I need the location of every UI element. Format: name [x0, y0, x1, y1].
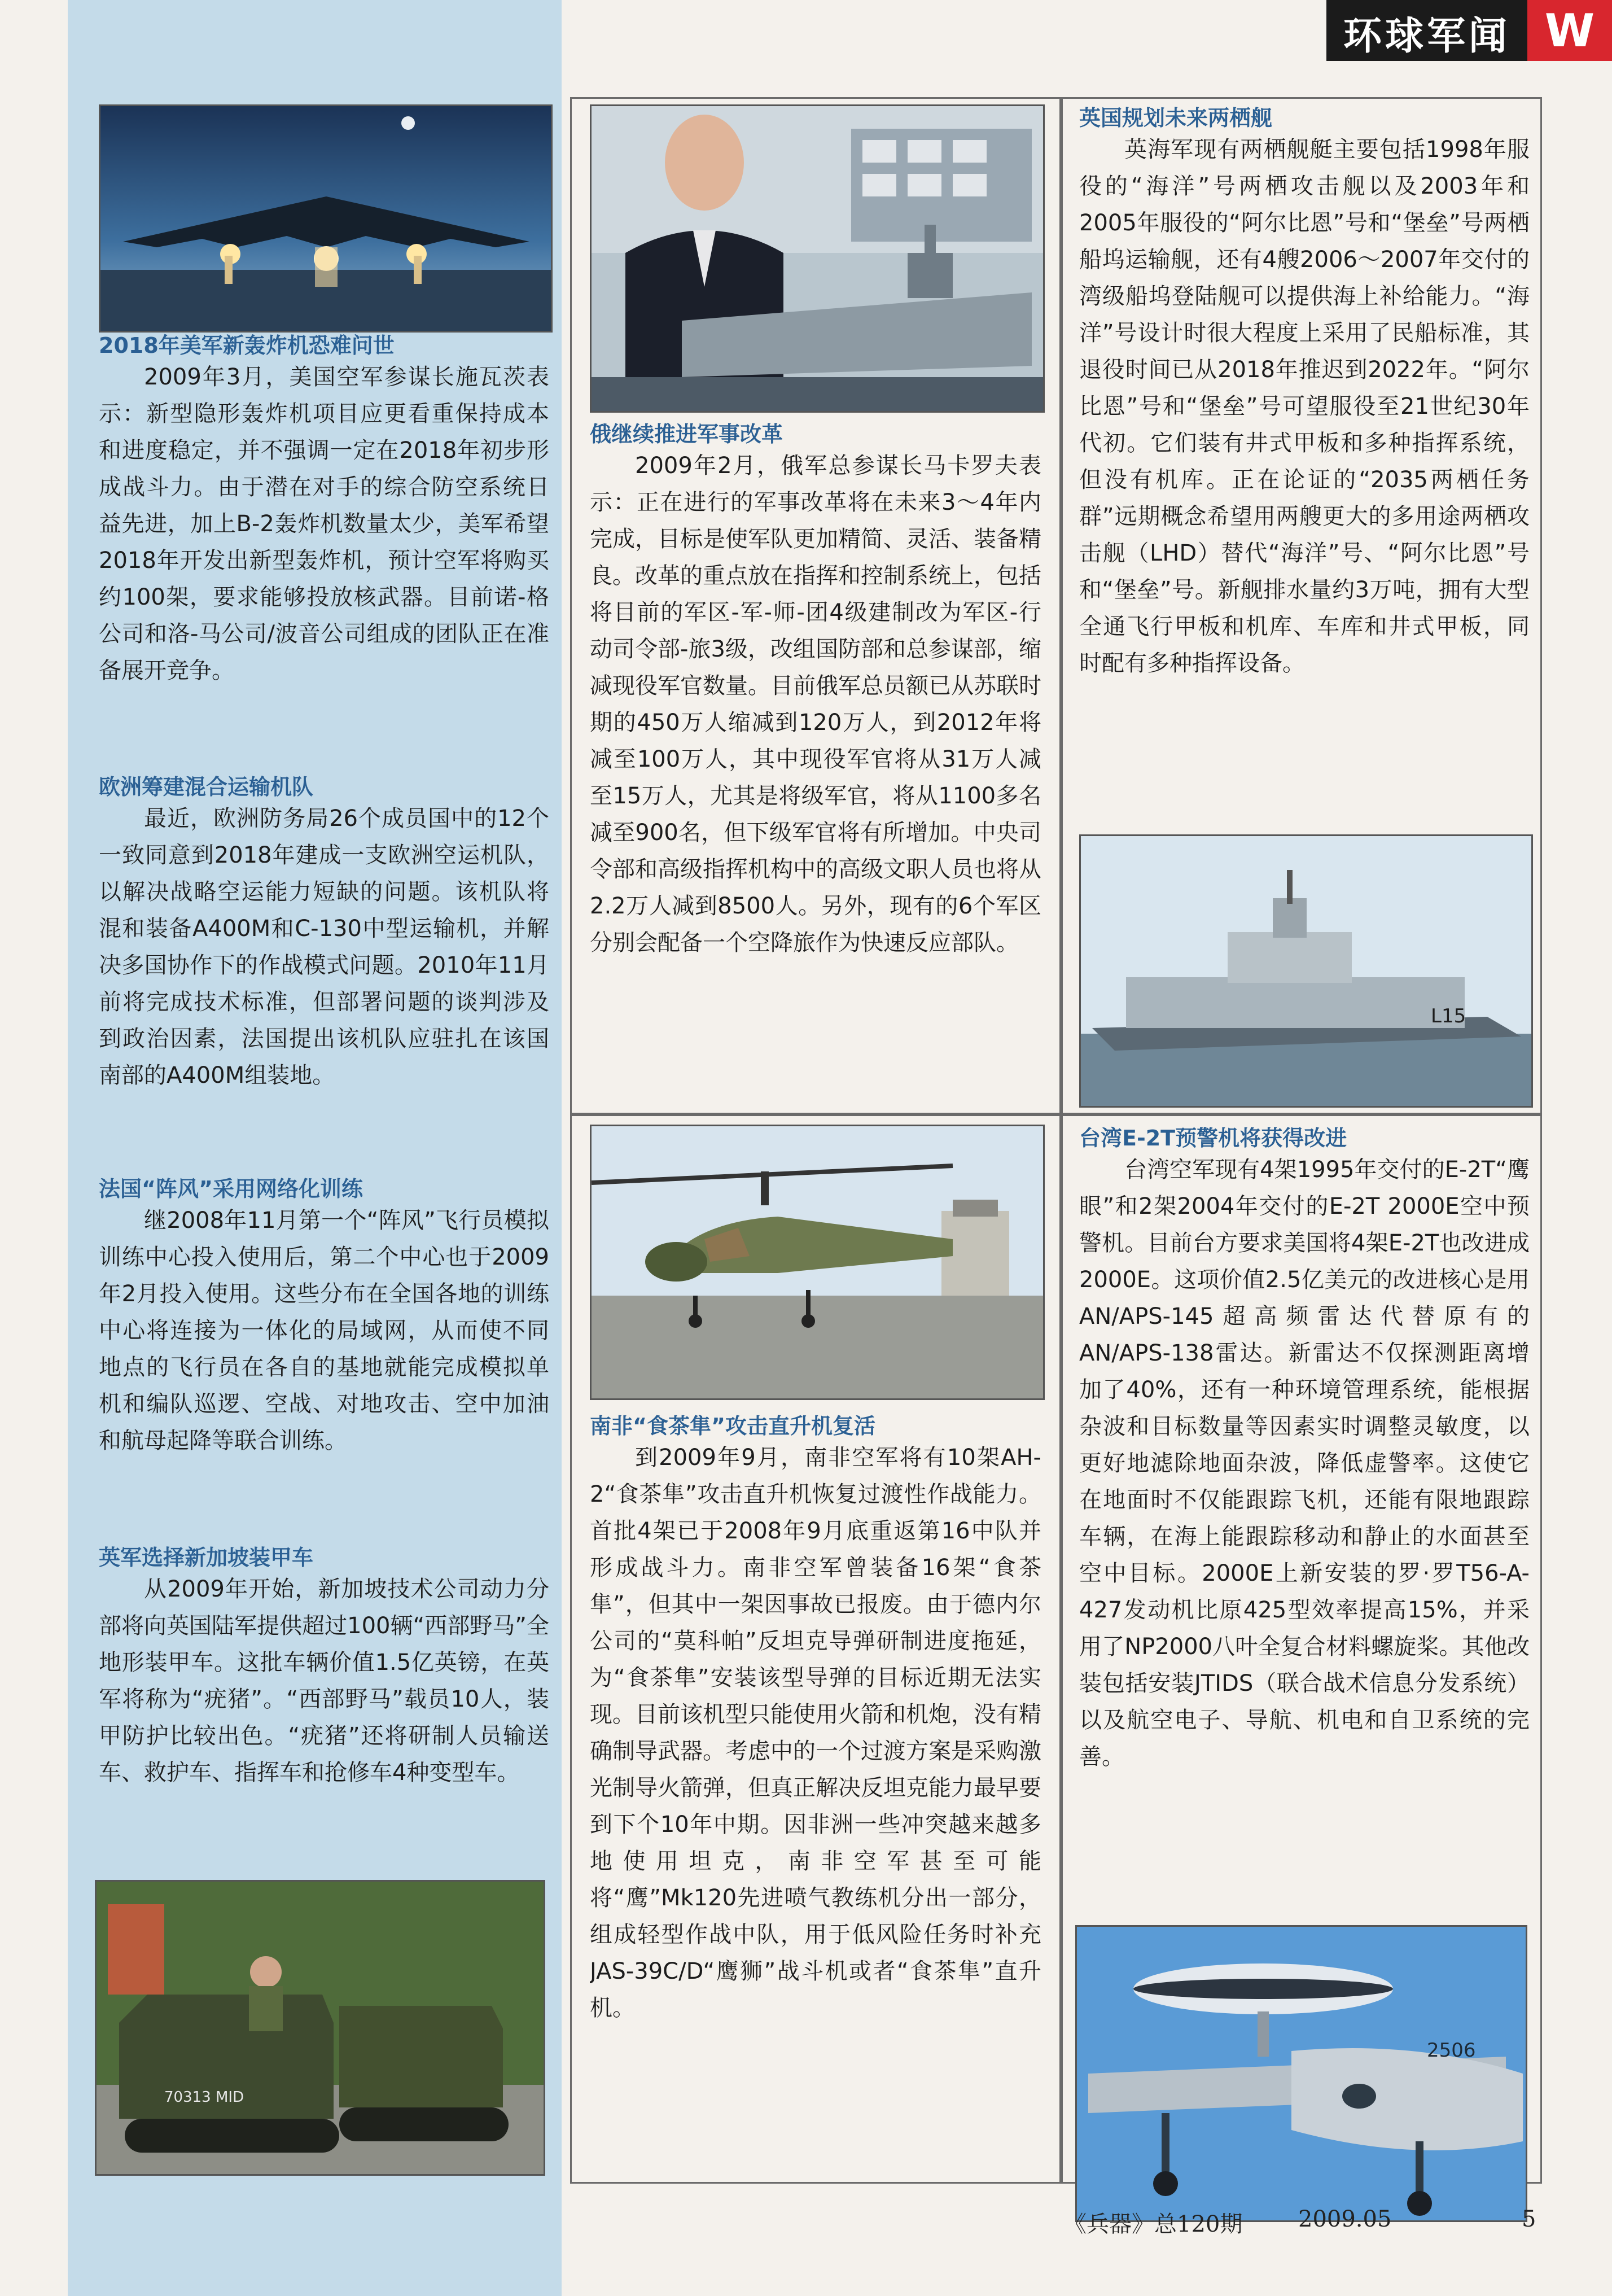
- russia-photo-illustration: [592, 106, 1043, 411]
- article-body: 最近，欧洲防务局26个成员国中的12个一致同意到2018年建成一支欧洲空运机队，以解决战略空运能力短缺的问题。该机队将混和装备A400M和C-130中型运输机，并解决多国协作下的作战模式问题。2010年11月前将完成技术标准，但部署问题的谈判涉及到政治因素，法国提出该机队应驻扎在该国南部的A400M组装地。: [99, 806, 549, 1088]
- article-body: 从2009年开始，新加坡技术公司动力分部将向英国陆军提供超过100辆“西部野马”全地形装甲车。这批车辆价值1.5亿英镑，在英军将称为“疣猪”。“西部野马”载员10人，装甲防护比较出色。“疣猪”还将研制人员输送车、救护车、指挥车和抢修车4种变型车。: [99, 1576, 549, 1786]
- article-title: 英国规划未来两栖舰: [1079, 106, 1273, 130]
- helicopter-illustration: [592, 1126, 1043, 1398]
- photo-b2-bomber: [99, 104, 553, 333]
- article-body: 继2008年11月第一个“阵风”飞行员模拟训练中心投入使用后，第二个中心也于2009年2月投入使用。这些分布在全国各地的训练中心将连接为一体化的局域网，从而使不同地点的飞行员在各自的基地就能完成模拟单机和编队巡逻、空战、对地攻击、空中加油和航母起降等联合训练。: [99, 1208, 549, 1454]
- aircraft-illustration: [1077, 1927, 1526, 2220]
- article-title: 欧洲筹建混合运输机队: [99, 775, 314, 799]
- article-body: 台湾空军现有4架1995年交付的E-2T“鹰眼”和2架2004年交付的E-2T 2000E空中预警机。目前台方要求美国将4架E-2T也改进成2000E。这项价值2.5亿美元的改进核心是用AN/APS-145超高频雷达代替原有的AN/APS-138雷达。新雷达不仅探测距离增加了40%，还有一种环境管理系统，能根据杂波和目标数量等因素实时调整灵敏度，以更好地滤除地面杂波，降低虚警率。这使它在地面时不仅能跟踪飞机，还能有限地跟踪车辆，在海上能跟踪移动和静止的水面甚至空中目标。2000E上新安装的罗·罗T56-A-427发动机比原425型效率提高15%，并采用了NP2000八叶全复合材料螺旋桨。其他改装包括安装JTIDS（联合战术信息分发系统）以及航空电子、导航、机电和自卫系统的完善。: [1079, 1157, 1530, 1770]
- photo-russia-officer-ship-model: [590, 104, 1045, 413]
- article-uk-amphib: [1079, 104, 1530, 682]
- photo-rooivalk-helicopter: [590, 1125, 1045, 1400]
- footer-date: 2009.05: [1298, 2206, 1392, 2232]
- article-body: 2009年2月，俄军总参谋长马卡罗夫表示：正在进行的军事改革将在未来3～4年内完成，目标是使军队更加精简、灵活、装备精良。改革的重点放在指挥和控制系统上，包括将目前的军区-军-师-团4级建制改为军区-行动司令部-旅3级，改组国防部和总参谋部，缩减现役军官数量。目前俄军总员额已从苏联时期的450万人缩减到120万人，到2012年将减至100万人，其中现役军官将从31万人减至15万人，尤其是将级军官，将从1100多名减至900名，但下级军官将有所增加。中央司令部和高级指挥机构中的高级文职人员也将从2.2万人减到8500人。另外，现有的6个军区分别会配备一个空降旅作为快速反应部队。: [590, 453, 1041, 956]
- article-body: 到2009年9月，南非空军将有10架AH-2“食茶隼”攻击直升机恢复过渡性作战能力。首批4架已于2008年9月底重返第16中队并形成战斗力。南非空军曾装备16架“食茶隼”，但其中一架因事故已报废。由于德内尔公司的“莫科帕”反坦克导弹研制进度拖延，为“食茶隼”安装该型导弹的目标近期无法实现。目前该机型只能使用火箭和机炮，没有精确制导武器。考虑中的一个过渡方案是采购激光制导火箭弹，但真正解决反坦克能力最早要到下个10年中期。因非洲一些冲突越来越多地使用坦克，南非空军甚至可能将“鹰”Mk120先进喷气教练机分出一部分，组成轻型作战中队，用于低风险任务时补充JAS-39C/D“鹰狮”战斗机或者“食茶隼”直升机。: [590, 1445, 1041, 2021]
- vehicle-illustration: [97, 1882, 544, 2174]
- article-body: 2009年3月，美国空军参谋长施瓦茨表示：新型隐形轰炸机项目应更看重保持成本和进度稳定，并不强调一定在2018年初步形成战斗力。由于潜在对手的综合防空系统日益先进，加上B-2轰炸机数量太少，美军希望2018年开发出新型轰炸机，预计空军将购买约100架，要求能够投放核武器。目前诺-格公司和洛-马公司/波音公司组成的团队正在准备展开竞争。: [99, 364, 549, 684]
- article-bomber: [99, 332, 549, 689]
- article-title: 台湾E-2T预警机将获得改进: [1079, 1126, 1347, 1151]
- article-body: 英海军现有两栖舰艇主要包括1998年服役的“海洋”号两栖攻击舰以及2003年和2005年服役的“阿尔比恩”号和“堡垒”号两栖船坞运输舰，还有4艘2006～2007年交付的湾级船坞登陆舰可以提供海上补给能力。“海洋”号设计时很大程度上采用了民船标准，其退役时间已从2018年推迟到2022年。“阿尔比恩”号和“堡垒”号可望服役至21世纪30年代初。它们装有井式甲板和多种指挥系统，但没有机库。正在论证的“2035两栖任务群”远期概念希望用两艘更大的多用途两栖攻击舰（LHD）替代“海洋”号、“阿尔比恩”号和“堡垒”号。新舰排水量约3万吨，拥有大型全通飞行甲板和机库、车库和井式甲板，同时配有多种指挥设备。: [1079, 137, 1530, 676]
- article-rooivalk: [590, 1412, 1041, 2027]
- b2-bomber-illustration: [100, 106, 551, 331]
- vehicle-plate-number: 70313 MID: [164, 2089, 244, 2106]
- photo-armored-vehicle: [95, 1880, 545, 2176]
- article-title: 俄继续推进军事改革: [590, 422, 783, 447]
- photo-e2t-aircraft: [1075, 1925, 1527, 2222]
- article-uk-vehicle: [99, 1544, 549, 1791]
- section-letter-badge: W: [1527, 0, 1612, 61]
- article-title: 2018年美军新轰炸机恐难问世: [99, 333, 395, 358]
- article-rafale: [99, 1175, 549, 1459]
- article-title: 法国“阵风”采用网络化训练: [99, 1177, 363, 1201]
- ship-hull-number: L15: [1431, 1005, 1466, 1027]
- article-taiwan-e2t: [1079, 1125, 1530, 1775]
- section-title: 环球军闻: [1326, 0, 1527, 61]
- page-number: 5: [1522, 2206, 1536, 2232]
- article-title: 英军选择新加坡装甲车: [99, 1545, 314, 1570]
- footer-magazine: 《兵器》总120期: [1064, 2211, 1243, 2237]
- article-russia: [590, 421, 1041, 961]
- article-eu-airlift: [99, 773, 549, 1094]
- ship-illustration: [1081, 836, 1531, 1106]
- photo-amphibious-ship: [1079, 834, 1533, 1108]
- article-title: 南非“食茶隼”攻击直升机复活: [590, 1414, 875, 1438]
- aircraft-tail-number: 2506: [1427, 2039, 1476, 2062]
- section-header: [1326, 0, 1612, 61]
